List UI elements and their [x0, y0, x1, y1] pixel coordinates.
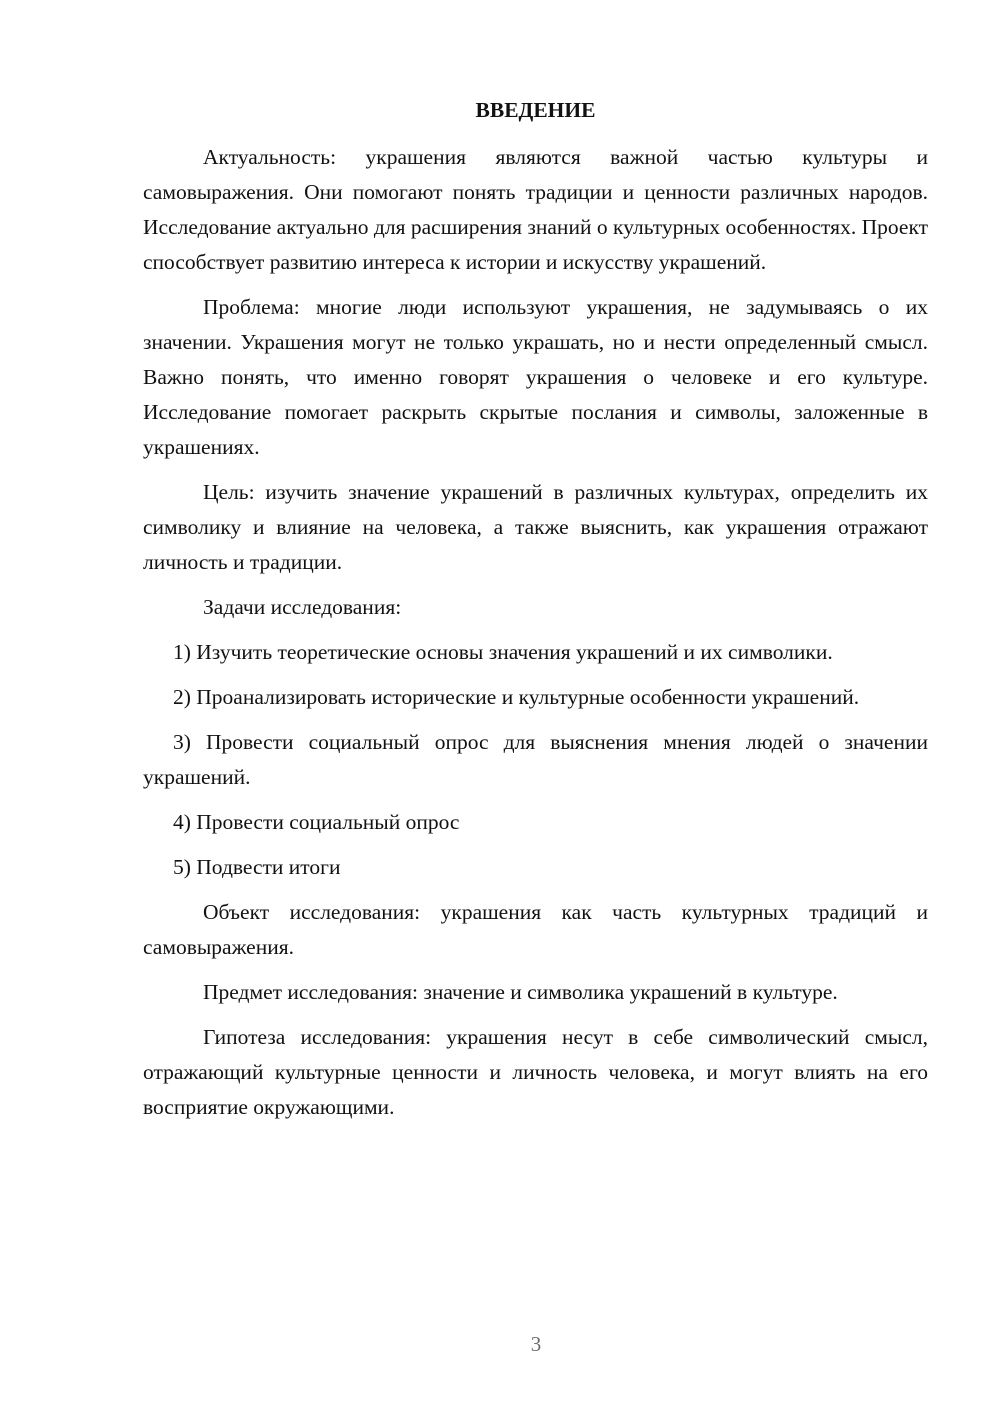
task-item-1: 1) Изучить теоретические основы значения украшений и их символики.: [173, 640, 833, 664]
relevance-paragraph: Актуальность: украшения являются важной частью культуры и самовыражения. Они помогают понять традиции и ценности различных народов. Исследование актуально для расширения знаний о культурных особенностях. Проект способствует развитию интереса к истории и искусству украшений.: [143, 145, 928, 274]
task-item-4: 4) Провести социальный опрос: [173, 810, 460, 834]
task-item-3: 3) Провести социальный опрос для выяснения мнения людей о значении украшений.: [143, 730, 928, 789]
task-item-5: 5) Подвести итоги: [173, 855, 341, 879]
problem-paragraph: Проблема: многие люди используют украшения, не задумываясь о их значении. Украшения могут не только украшать, но и нести определенный смысл. Важно понять, что именно говорят украшения о человеке и его культуре. Исследование помогает раскрыть скрытые послания и символы, заложенные в украшениях.: [143, 295, 928, 459]
subject-paragraph: Предмет исследования: значение и символика украшений в культуре.: [203, 980, 838, 1004]
document-page: [143, 90, 928, 1135]
object-paragraph: Объект исследования: украшения как часть культурных традиций и самовыражения.: [143, 900, 928, 959]
page-number: 3: [530, 1332, 542, 1356]
task-item-2: 2) Проанализировать исторические и культурные особенности украшений.: [173, 685, 860, 709]
hypothesis-paragraph: Гипотеза исследования: украшения несут в себе символический смысл, отражающий культурные ценности и личность человека, и могут влиять на его восприятие окружающими.: [143, 1025, 928, 1119]
goal-paragraph: Цель: изучить значение украшений в различных культурах, определить их символику и влияние на человека, а также выяснить, как украшения отражают личность и традиции.: [143, 480, 928, 574]
tasks-title: Задачи исследования:: [203, 595, 402, 619]
section-heading: ВВЕДЕНИЕ: [475, 98, 596, 122]
